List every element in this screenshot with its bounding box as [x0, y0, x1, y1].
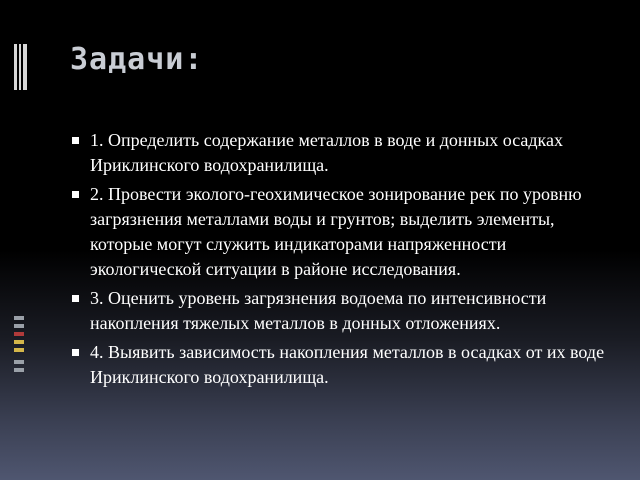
list-item: [70, 182, 610, 282]
bullet-icon: [72, 137, 79, 144]
decorative-mark: [14, 348, 24, 352]
bullet-icon: [72, 349, 79, 356]
decorative-bars: [14, 44, 28, 90]
bullet-icon: [72, 295, 79, 302]
decorative-mark: [14, 360, 24, 364]
slide-title: Задачи:: [70, 42, 204, 77]
decorative-mark: [14, 368, 24, 372]
bullet-icon: [72, 191, 79, 198]
decorative-mark: [14, 316, 24, 320]
list-item: [70, 340, 610, 390]
list-item: [70, 286, 610, 336]
decorative-bar: [23, 44, 27, 90]
list-item-text: 2. Провести эколого-геохимическое зонирование рек по уровню загрязнения металлами воды и грунтов; выделить элементы, которые могут служить индикаторами напряженности экологической ситуации в районе исследования.: [90, 184, 582, 279]
decorative-side-marks: [14, 316, 26, 376]
decorative-mark: [14, 340, 24, 344]
list-item-text: 3. Оценить уровень загрязнения водоема по интенсивности накопления тяжелых металлов в донных отложениях.: [90, 288, 547, 333]
decorative-bar: [19, 44, 21, 90]
list-item-text: 4. Выявить зависимость накопления металлов в осадках от их воде Ириклинского водохранилища.: [90, 342, 605, 387]
decorative-mark: [14, 324, 24, 328]
list-item: [70, 128, 610, 178]
list-item-text: 1. Определить содержание металлов в воде и донных осадках Ириклинского водохранилища.: [90, 130, 564, 175]
task-list: [70, 128, 610, 394]
decorative-mark: [14, 332, 24, 336]
decorative-bar: [14, 44, 17, 90]
